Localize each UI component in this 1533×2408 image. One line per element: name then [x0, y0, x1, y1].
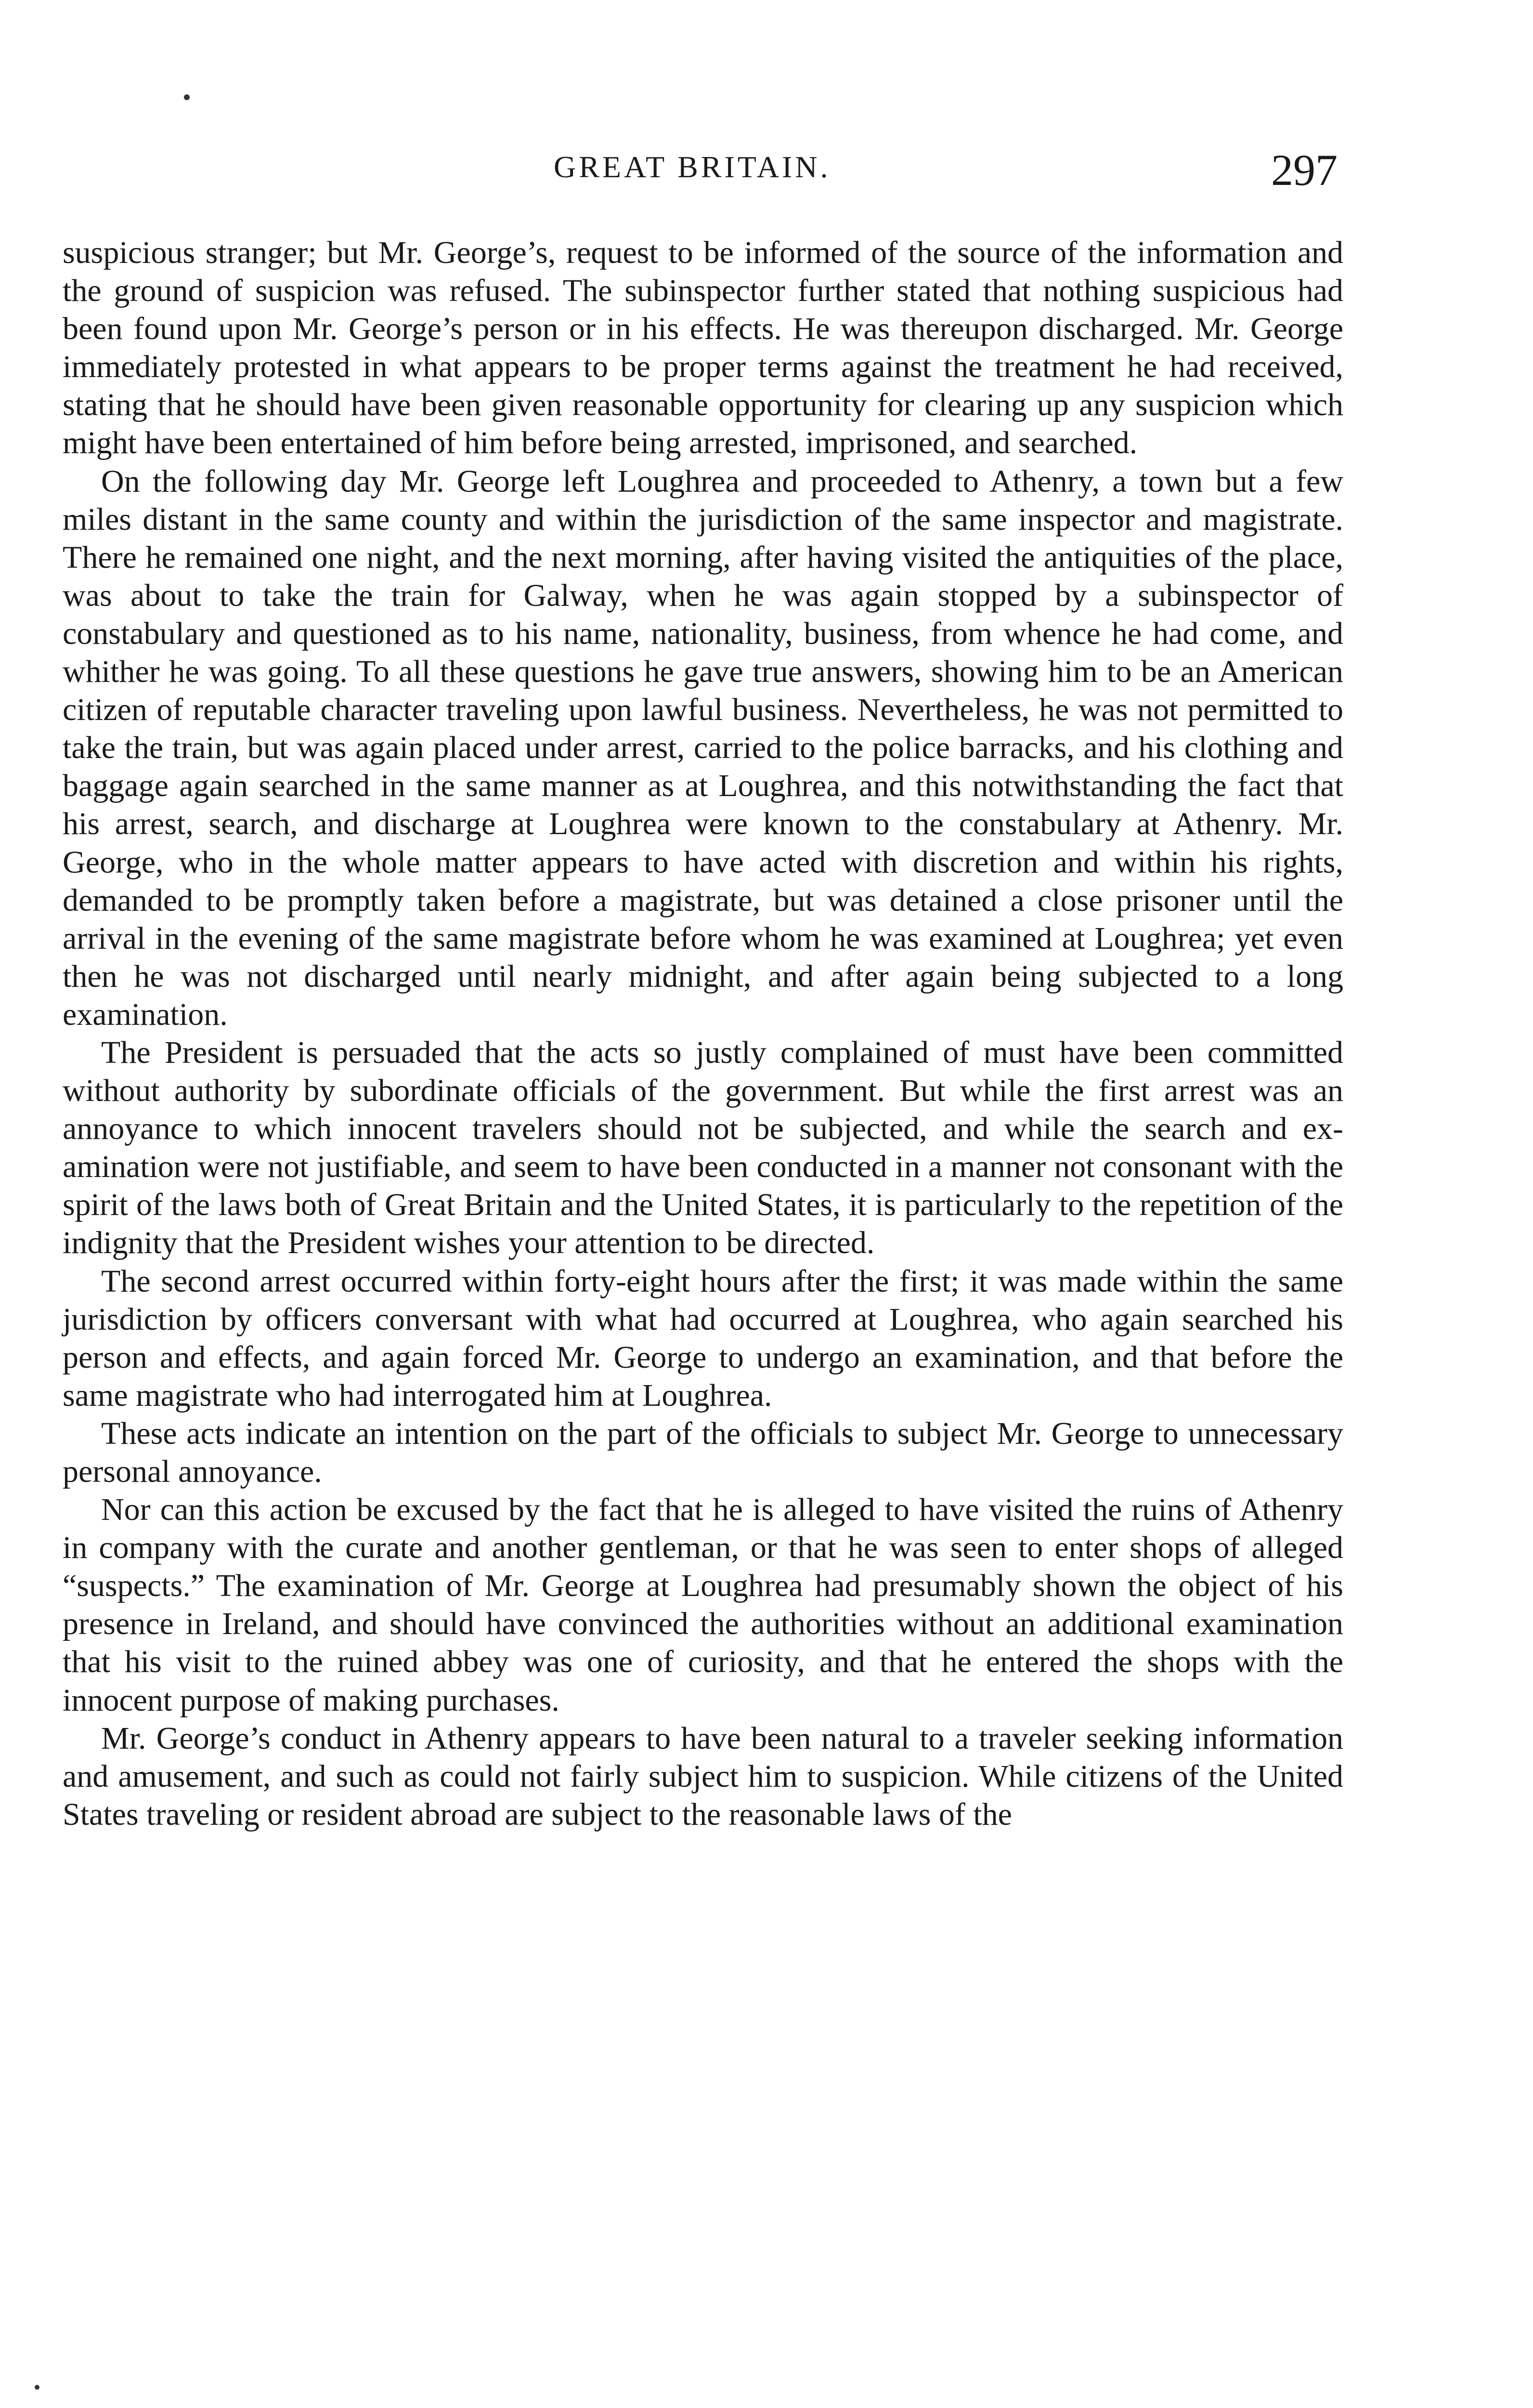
page-header [0, 144, 1533, 202]
page-number: 297 [1271, 145, 1338, 195]
running-head: GREAT BRITAIN. [554, 150, 831, 184]
paragraph-4: The second arrest occurred within forty-eight hours after the first; it was made within the same jurisdiction by officers conversant with what had occurred at Loughrea, who again searched his person and effects, and again forced Mr. George to undergo an examination, and that before the same magistrate who had interrogated him at Loughrea. [63, 1263, 1343, 1413]
paragraph-3: The President is persuaded that the acts so justly complained of must have been committed without authority by subordinate officials of the government. But while the first arrest was an annoyance to which innocent travelers should not be subjected, and while the search and examination were not justifiable, and seem to have been conducted in a manner not consonant with the spirit of the laws both of Great Britain and the United States, it is particularly to the repetition of the indignity that the President wishes your attention to be directed. [63, 1034, 1343, 1261]
paragraph-1: suspicious stranger; but Mr. George’s, request to be informed of the source of the information and the ground of suspicion was refused. The subinspector further stated that nothing suspicious had been found upon Mr. George’s person or in his effects. He was thereupon discharged. Mr. George immediately protested in what appears to be proper terms against the treatment he had received, stating that he should have been given reasonable opportunity for clearing up any suspicion which might have been entertained of him before being arrested, imprisoned, and searched. [63, 235, 1343, 461]
paragraph-5: These acts indicate an intention on the part of the officials to subject Mr. George to unnecessary personal annoyance. [63, 1415, 1343, 1489]
paragraph-2: On the following day Mr. George left Loughrea and proceeded to Athenry, a town but a few miles distant in the same county and within the jurisdiction of the same inspector and magistrate. There he remained one night, and the next morning, after having visited the antiquities of the place, was about to take the train for Galway, when he was again stopped by a subinspector of constabulary and questioned as to his name, nationality, business, from whence he had come, and whither he was going. To all these questions he gave true answers, showing him to be an American citizen of reputable character traveling upon lawful business. Nevertheless, he was not permitted to take the train, but was again placed under arrest, carried to the police barracks, and his clothing and baggage again searched in the same manner as at Loughrea, and this notwithstanding the fact that his arrest, search, and discharge at Loughrea were known to the constabulary at Athenry. Mr. George, who in the whole matter appears to have acted with discretion and within his rights, demanded to be promptly taken before a magistrate, but was detained a close prisoner until the arrival in the evening of the same magistrate before whom he was examined at Loughrea; yet even then he was not discharged until nearly midnight, and after again being subjected to a long examination. [63, 463, 1343, 1032]
paragraph-7: Mr. George’s conduct in Athenry appears to have been natural to a traveler seeking information and amusement, and such as could not fairly subject him to suspicion. While citizens of the United States traveling or resident abroad are subject to the reasonable laws of the [63, 1720, 1343, 1832]
speck-mark [184, 94, 190, 100]
paragraph-6: Nor can this action be excused by the fact that he is alleged to have visited the ruins of Athenry in company with the curate and another gentleman, or that he was seen to enter shops of alleged “suspects.” The examination of Mr. George at Loughrea had presumably shown the object of his presence in Ireland, and should have convinced the authorities without an additional examination that his visit to the ruined abbey was one of curiosity, and that he entered the shops with the innocent purpose of making purchases. [63, 1492, 1343, 1718]
margin-dot [35, 2385, 39, 2390]
body-text [63, 234, 1343, 1833]
